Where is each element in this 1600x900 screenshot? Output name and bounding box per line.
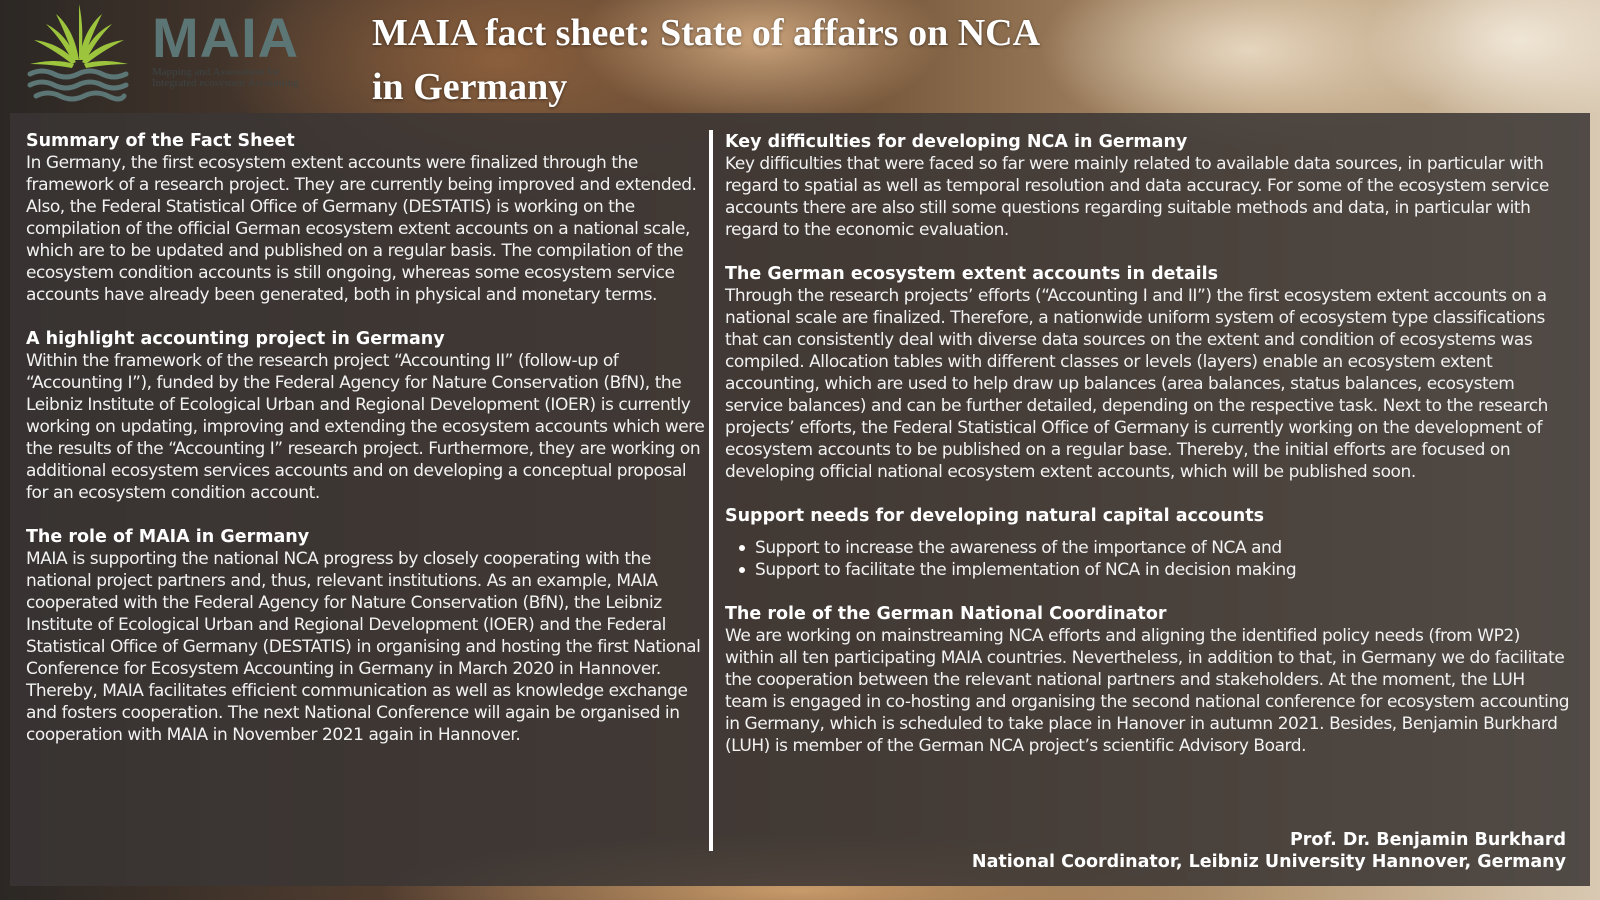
page-title-line2: in Germany xyxy=(372,66,568,108)
difficulties-body: Key difficulties that were faced so far were mainly related to available data sources, in particular with regard to spatial as well as temporal resolution and data accuracy. For some of the ecosystem service accounts there are also still some questions regarding suitable methods and data, in particular with regard to the economic evaluation. xyxy=(725,154,1549,240)
support-list xyxy=(725,537,1570,581)
left-column xyxy=(26,130,706,768)
role-maia-heading: The role of MAIA in Germany xyxy=(26,527,310,547)
difficulties-section xyxy=(725,131,1570,241)
extent-body: Through the research projects’ efforts (“Accounting I and II”) the first ecosystem extent accounts on a national scale are finalized. Therefore, a nationwide uniform system of ecosystem type classifications that can consistently deal with diverse data sources on the extent and condition of ecosystems was compiled. Allocation tables with different classes or levels (layers) enable an ecosystem extent accounting, which are used to help draw up balances (area balances, status balances, ecosystem service balances) and can be further detailed, depending on the respective task. Next to the research projects’ efforts, the Federal Statistical Office of Germany is currently working on the development of ecosystem accounts to be published on a regular base. Thereby, the initial efforts are focused on developing official national ecosystem extent accounts, which will be published soon. xyxy=(725,286,1548,482)
extent-section xyxy=(725,263,1570,483)
coordinator-body: We are working on mainstreaming NCA efforts and aligning the identified policy needs (from WP2) within all ten participating MAIA countries. Nevertheless, in addition to that, in Germany we do facilitate the cooperation between the relevant national partners and stakeholders. At the moment, the LUH team is engaged in co-hosting and organising the second national conference for ecosystem accounting in Germany, which is scheduled to take place in Hanover in autumn 2021. Besides, Benjamin Burkhard (LUH) is member of the German NCA project’s scientific Advisory Board. xyxy=(725,626,1570,756)
support-section xyxy=(725,505,1570,581)
highlight-section xyxy=(26,328,706,504)
brand xyxy=(152,6,332,89)
summary-section xyxy=(26,130,706,306)
brand-subtitle-line2: Integrated ecosystem Accounting xyxy=(152,77,299,89)
coordinator-heading: The role of the German National Coordinator xyxy=(725,604,1167,624)
signature-role: National Coordinator, Leibniz University Hannover, Germany xyxy=(971,852,1566,872)
brand-name: MAIA xyxy=(152,6,300,69)
brand-subtitle xyxy=(152,67,332,89)
list-item: Support to facilitate the implementation of NCA in decision making xyxy=(755,559,1570,581)
role-maia-body: MAIA is supporting the national NCA progress by closely cooperating with the national project partners and, thus, relevant institutions. As an example, MAIA cooperated with the Federal Agency for Nature Conservation (BfN), the Leibniz Institute of Ecological Urban and Regional Development (IOER) and the Federal Statistical Office of Germany (DESTATIS) in organising and hosting the first National Conference for Ecosystem Accounting in Germany in March 2020 in Hannover. Thereby, MAIA facilitates efficient communication as well as knowledge exchange and fosters cooperation. The next National Conference will again be organised in cooperation with MAIA in November 2021 again in Hannover. xyxy=(26,549,701,745)
brand-subtitle-line1: Mapping and Assessment for xyxy=(152,66,281,78)
highlight-body: Within the framework of the research project “Accounting II” (follow-up of “Accounting I”), funded by the Federal Agency for Nature Conservation (BfN), the Leibniz Institute of Ecological Urban and Regional Development (IOER) is currently working on updating, improving and extending the ecosystem accounts which were the results of the “Accounting I” research project. Furthermore, they are working on additional ecosystem services accounts and on developing a conceptual proposal for an ecosystem condition account. xyxy=(26,351,705,503)
difficulties-heading: Key difficulties for developing NCA in Germany xyxy=(725,132,1188,152)
summary-body: In Germany, the first ecosystem extent accounts were finalized through the framework of a research project. They are currently being improved and extended. Also, the Federal Statistical Office of Germany (DESTATIS) is working on the compilation of the official German ecosystem extent accounts on a national scale, which are to be updated and published on a regular basis. The compilation of the ecosystem condition accounts is still ongoing, whereas some ecosystem service accounts have already been generated, both in physical and monetary terms. xyxy=(26,153,697,305)
role-maia-section xyxy=(26,526,706,746)
right-column xyxy=(725,131,1570,779)
signature-name: Prof. Dr. Benjamin Burkhard xyxy=(1289,830,1566,850)
page-title xyxy=(372,6,1072,114)
coordinator-section xyxy=(725,603,1570,757)
header xyxy=(0,0,1600,113)
list-item: Support to increase the awareness of the importance of NCA and xyxy=(755,537,1570,559)
page-title-line1: MAIA fact sheet: State of affairs on NCA xyxy=(372,12,1041,54)
leaf-wave-icon xyxy=(26,2,132,104)
extent-heading: The German ecosystem extent accounts in details xyxy=(725,264,1219,284)
support-heading: Support needs for developing natural capital accounts xyxy=(725,506,1264,526)
summary-heading: Summary of the Fact Sheet xyxy=(26,131,295,151)
column-divider xyxy=(709,130,713,851)
highlight-heading: A highlight accounting project in Germany xyxy=(26,329,445,349)
signature xyxy=(972,829,1566,873)
